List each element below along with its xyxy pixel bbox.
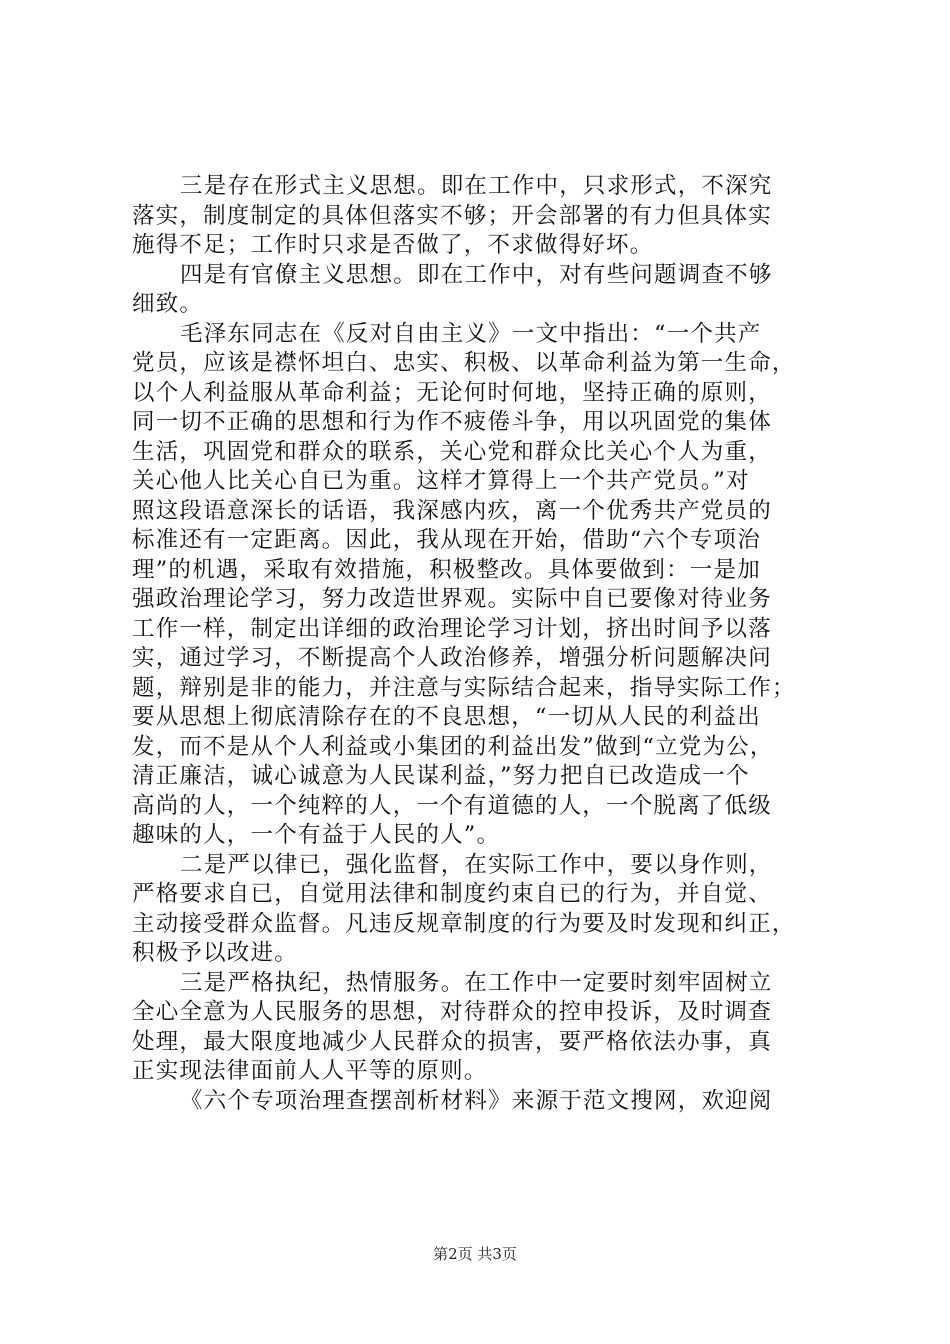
text-line: 同一切不正确的思想和行为作不疲倦斗争，用以巩固党的集体	[132, 409, 772, 435]
text-line: 标准还有一定距离。因此，我从现在开始，借助“六个专项治	[132, 527, 761, 553]
text-line: 强政治理论学习，努力改造世界观。实际中自已要像对待业务	[132, 586, 772, 612]
text-line: 以个人利益服从革命利益；无论何时何地，坚持正确的原则，	[132, 379, 772, 406]
text-line: 高尚的人，一个纯粹的人，一个有道德的人，一个脱离了低级	[132, 792, 772, 819]
text-line: 三是严格执纪，热情服务。在工作中一定要时刻牢固树立	[180, 969, 773, 996]
text-line: 三是存在形式主义思想。即在工作中，只求形式，不深究	[180, 173, 773, 199]
page-number-footer: 第2页 共3页	[433, 1245, 517, 1263]
text-line: 落实，制度制定的具体但落实不够；开会部署的有力但具体实	[132, 202, 772, 229]
text-line: 积极予以改进。	[132, 940, 298, 966]
text-line: 正实现法律面前人人平等的原则。	[132, 1058, 488, 1084]
text-line: 施得不足；工作时只求是否做了，不求做得好坏。	[132, 232, 654, 258]
text-line: 要从思想上彻底清除存在的不良思想，“一切从人民的利益出	[132, 704, 761, 730]
text-line: 处理，最大限度地减少人民群众的损害，要严格依法办事，真	[132, 1028, 772, 1055]
text-line: 实，通过学习，不断提高个人政治修养，增强分析问题解决问	[132, 645, 772, 671]
text-line: 题，辩别是非的能力，并注意与实际结合起来，指导实际工作；	[132, 674, 796, 701]
text-line: 理”的机遇，采取有效措施，积极整改。具体要做到：一是加	[132, 556, 761, 583]
text-line: 细致。	[132, 291, 204, 317]
text-line: 趣味的人，一个有益于人民的人”。	[132, 822, 501, 848]
text-line: 生活，巩固党和群众的联系，关心党和群众比关心个人为重，	[132, 438, 772, 465]
text-line: 《六个专项治理查摆剖析材料》来源于范文搜网，欢迎阅	[180, 1087, 773, 1114]
text-line: 党员，应该是襟怀坦白、忠实、积极、以革命利益为第一生命，	[132, 350, 796, 376]
text-line: 清正廉洁，诚心诚意为人民谋利益，”努力把自已改造成一个	[132, 763, 750, 789]
text-line: 二是严以律已，强化监督，在实际工作中，要以身作则，	[180, 851, 773, 878]
document-body	[132, 172, 832, 1116]
text-line: 四是有官僚主义思想。即在工作中，对有些问题调查不够	[180, 261, 773, 288]
text-line: 主动接受群众监督。凡违反规章制度的行为要及时发现和纠正，	[132, 910, 796, 937]
text-line: 全心全意为人民服务的思想，对待群众的控申投诉，及时调查	[132, 999, 772, 1025]
text-line: 发，而不是从个人利益或小集团的利益出发”做到“立党为公，	[132, 733, 774, 760]
text-line: 毛泽东同志在《反对自由主义》一文中指出：“一个共产	[180, 320, 762, 347]
text-line: 照这段语意深长的话语，我深感内疚，离一个优秀共产党员的	[132, 497, 772, 524]
text-line: 工作一样，制定出详细的政治理论学习计划，挤出时间予以落	[132, 615, 772, 642]
text-line: 关心他人比关心自已为重。这样才算得上一个共产党员。”对	[132, 468, 750, 494]
text-line: 严格要求自已，自觉用法律和制度约束自已的行为，并自觉、	[132, 881, 772, 907]
